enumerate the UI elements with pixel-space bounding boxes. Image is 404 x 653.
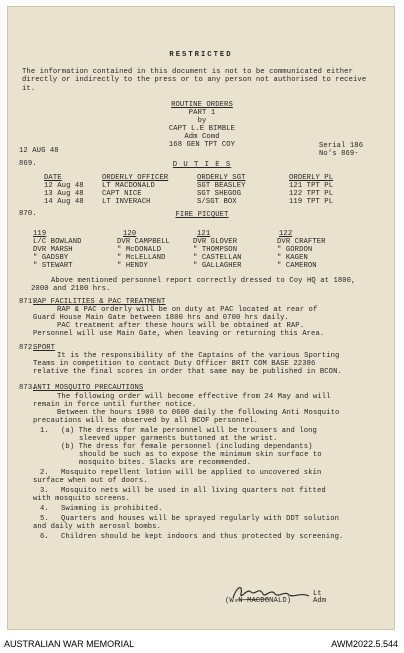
section-number: 872. <box>19 344 37 352</box>
list-item: with mosquito screens. <box>33 495 131 503</box>
section-number: 873. <box>19 384 37 392</box>
body-line: Between the hours 1900 to 0600 daily the following Anti Mosquito <box>57 409 340 417</box>
body-line: RAP & PAC orderly will be on duty at PAC located at rear of <box>57 306 318 314</box>
document-page <box>7 6 395 630</box>
body-line: The following order will become effective from 24 May and will <box>57 393 331 401</box>
item-number: 6. <box>40 533 49 541</box>
list-item: (b) The dress for female personnel (including dependants) <box>61 443 313 451</box>
list-item: Quarters and houses will be sprayed regularly with DDT solution <box>61 515 340 523</box>
table-header: DATE <box>44 174 62 182</box>
body-line: PAC treatment after these hours will be obtained at RAP. <box>57 322 305 330</box>
table-cell: CAPT NICE <box>102 190 142 198</box>
order-date: 12 AUG 48 <box>19 147 59 155</box>
list-item: surface when out of doors. <box>33 477 148 485</box>
section-title-sport: SPORT <box>33 344 56 352</box>
body-line: remain in force until further notice. <box>33 401 197 409</box>
item-number: 2. <box>40 469 49 477</box>
section-title-duties: D U T I E S <box>172 161 232 169</box>
picquet-member: " GORDON <box>277 246 313 254</box>
picquet-member: " CAMERON <box>277 262 317 270</box>
picquet-member: " McLELLAND <box>117 254 166 262</box>
list-item: Mosquito repellent lotion will be applied to uncovered skin <box>61 469 322 477</box>
picquet-member: DVR CRAFTER <box>277 238 326 246</box>
table-cell: LT MACDONALD <box>102 182 155 190</box>
order-numbers: No's 869- <box>319 150 359 158</box>
table-cell: 12 Aug 48 <box>44 182 84 190</box>
classification-heading: RESTRICTED <box>169 51 233 59</box>
picquet-note: Above mentioned personnel report correctly dressed to Coy HQ at 1800, 2000 and 2100 hrs. <box>31 277 356 293</box>
table-cell: 14 Aug 48 <box>44 198 84 206</box>
picquet-member: DVR MARSH <box>33 246 73 254</box>
table-cell: SGT SHEGOG <box>197 190 242 198</box>
picquet-member: " GALLAGHER <box>193 262 242 270</box>
table-cell: SGT BEASLEY <box>197 182 246 190</box>
picquet-member: " CASTELLAN <box>193 254 242 262</box>
platoon-number: 120 <box>123 230 137 238</box>
list-item: mosquito bites. Slacks are recommended. <box>79 459 252 467</box>
body-line: Guard House Main Gate between 1800 hrs and 0700 hrs daily. <box>33 314 289 322</box>
body-line: Teams in competition to contact Duty Officer BRIT COM BASE 22386 <box>33 360 316 368</box>
item-number: 1. <box>40 427 49 435</box>
orders-title: ROUTINE ORDERS <box>171 101 233 109</box>
issuing-officer: CAPT L.E BIMBLE <box>168 125 236 133</box>
section-title-rap: RAP FACILITIES & PAC TREATMENT <box>33 298 166 306</box>
table-cell: LT INVERACH <box>102 198 151 206</box>
table-header: ORDERLY OFFICER <box>102 174 169 182</box>
list-item: should be such as to expose the minimum skin surface to <box>79 451 322 459</box>
body-line: It is the responsibility of the Captains of the various Sporting <box>57 352 340 360</box>
picquet-member: DVR GLOVER <box>193 238 238 246</box>
orders-by: by <box>197 117 207 125</box>
list-item: Swimming is prohibited. <box>61 505 163 513</box>
list-item: Children should be kept indoors and thus protected by screening. <box>61 533 344 541</box>
picquet-member: " HENDY <box>117 262 148 270</box>
picquet-member: " THOMPSON <box>193 246 238 254</box>
table-header: ORDERLY SGT <box>197 174 246 182</box>
item-number: 5. <box>40 515 49 523</box>
section-title-fire-picquet: FIRE PICQUET <box>175 211 229 219</box>
signatory-rank: Lt <box>313 590 322 598</box>
section-number: 871. <box>19 298 37 306</box>
table-header: ORDERLY PL <box>289 174 334 182</box>
item-number: 4. <box>40 505 49 513</box>
serial-number: Serial 186 <box>319 142 364 150</box>
body-line: Personnel will use Main Gate, when leaving or returning this Area. <box>33 330 325 338</box>
table-cell: 121 TPT PL <box>289 182 334 190</box>
list-item: sleeved upper garments buttoned at the wrist. <box>79 435 278 443</box>
table-cell: S/SGT BOX <box>197 198 237 206</box>
orders-part: PART 1 <box>188 109 216 117</box>
picquet-member: " STEWART <box>33 262 73 270</box>
archive-reference: AWM2022.5.544 <box>331 639 398 649</box>
picquet-member: DVR CAMPBELL <box>117 238 170 246</box>
archive-footer <box>0 634 404 653</box>
platoon-number: 121 <box>197 230 211 238</box>
table-cell: 13 Aug 48 <box>44 190 84 198</box>
item-number: 3. <box>40 487 49 495</box>
picquet-member: " McDONALD <box>117 246 162 254</box>
unit-name: 168 GEN TPT COY <box>168 141 236 149</box>
signatory-role: Adm <box>313 597 327 605</box>
section-number: 870. <box>19 210 37 218</box>
section-number: 869. <box>19 160 37 168</box>
table-cell: 119 TPT PL <box>289 198 334 206</box>
archive-name: AUSTRALIAN WAR MEMORIAL <box>4 639 135 649</box>
picquet-member: L/C BOWLAND <box>33 238 82 246</box>
signatory-name: (W.N MACDONALD) <box>225 597 292 605</box>
list-item: and daily with aerosol bombs. <box>33 523 161 531</box>
table-cell: 122 TPT PL <box>289 190 334 198</box>
picquet-member: " KAGEN <box>277 254 308 262</box>
list-item: (a) The dress for male personnel will be trousers and long <box>61 427 317 435</box>
body-line: relative the final scores in order that same may be published in BCON. <box>33 368 342 376</box>
issuing-role: Adm Comd <box>184 133 220 141</box>
body-line: precautions will be observed by all BCOF personnel. <box>33 417 259 425</box>
picquet-member: " GADSBY <box>33 254 69 262</box>
platoon-number: 119 <box>33 230 47 238</box>
platoon-number: 122 <box>279 230 293 238</box>
section-title-anti-mosquito: ANTI MOSQUITO PRECAUTIONS <box>33 384 144 392</box>
list-item: Mosquito nets will be used in all living quarters not fitted <box>61 487 326 495</box>
intro-paragraph: The information contained in this document is not to be communicated either directly or indirectly to the press or to any person not authorised to receive it. <box>22 68 367 93</box>
